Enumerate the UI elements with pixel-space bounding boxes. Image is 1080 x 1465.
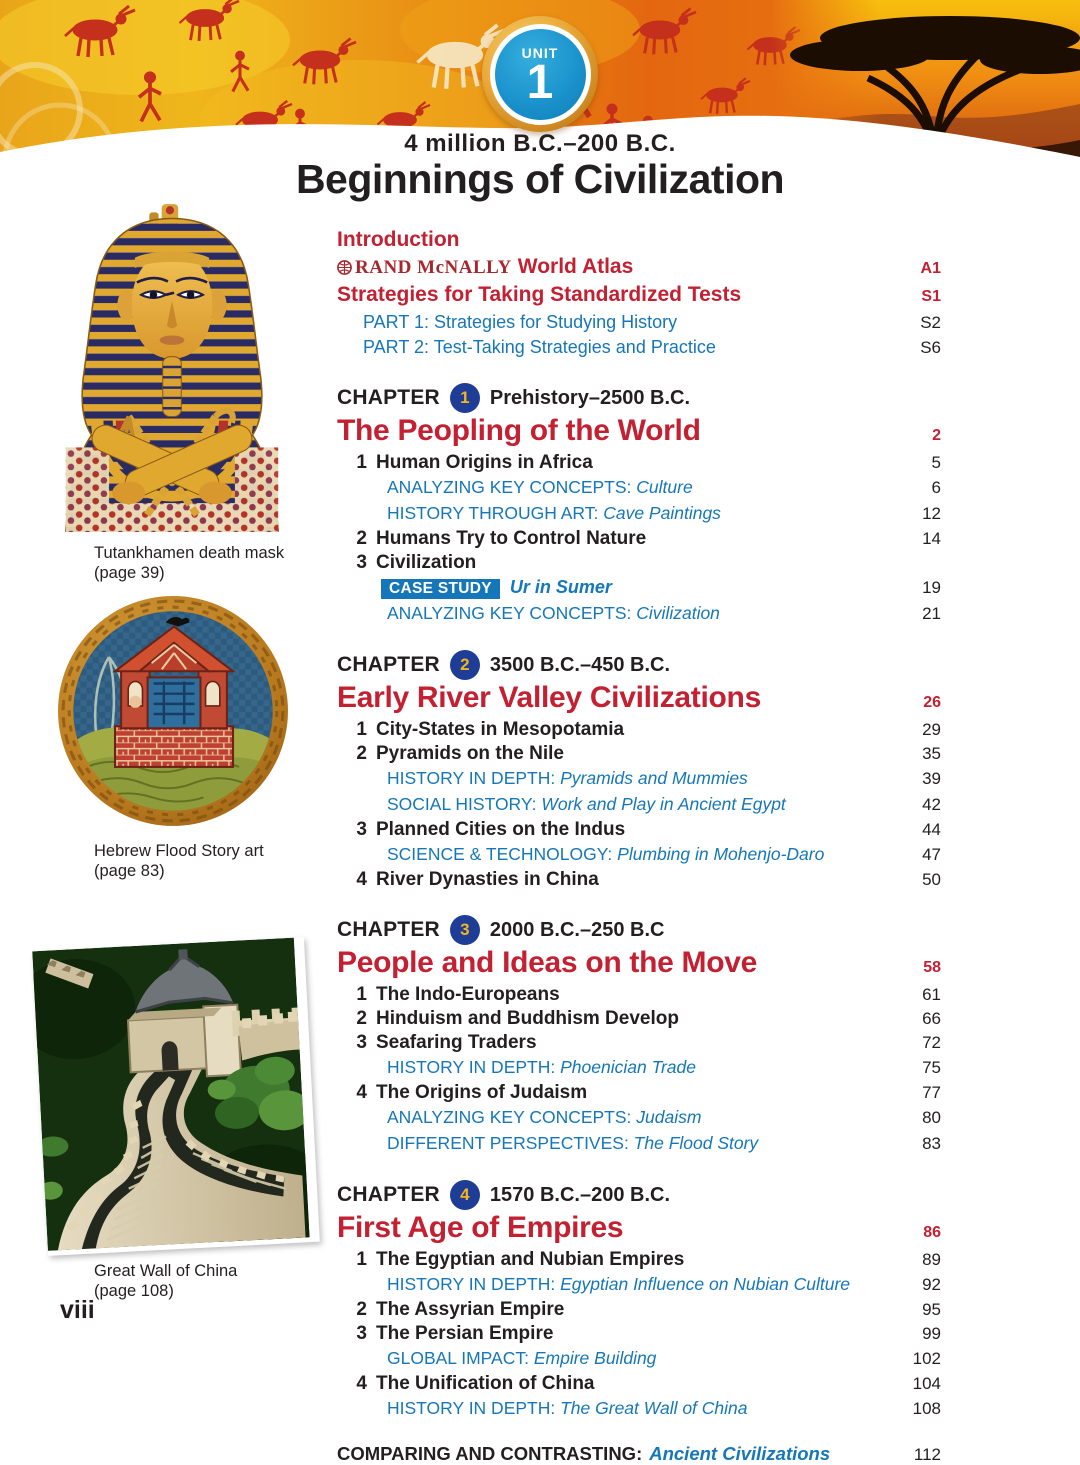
rand-mcnally-globe-icon — [337, 260, 352, 280]
chapter-heading — [337, 915, 941, 945]
chapter-title-row — [337, 1212, 941, 1244]
section-title: The Egyptian and Nubian Empires — [376, 1249, 685, 1270]
toc-feature-entry — [337, 767, 941, 791]
feature-label: HISTORY IN DEPTH: — [387, 1274, 561, 1294]
toc-page-number: 26 — [923, 694, 941, 711]
toc-case-study-text — [381, 576, 912, 600]
section-number: 1 — [356, 719, 367, 740]
feature-label: DIFFERENT PERSPECTIVES: — [387, 1133, 634, 1153]
toc-page-number: 112 — [913, 1445, 941, 1464]
toc-page-number: 92 — [922, 1275, 941, 1294]
section-title: Humans Try to Control Nature — [376, 528, 647, 549]
chapter-date-range: Prehistory–2500 B.C. — [489, 386, 691, 409]
toc — [337, 228, 941, 1465]
toc-feature-entry — [337, 1056, 941, 1080]
toc-section-entry — [337, 452, 941, 474]
figure-great-wall — [40, 944, 312, 1301]
section-number: 4 — [356, 1082, 367, 1103]
section-title: Pyramids on the Nile — [376, 743, 564, 764]
section-title: River Dynasties in China — [376, 869, 599, 890]
toc-feature-text — [387, 602, 912, 626]
toc-page-number: S2 — [920, 313, 941, 332]
toc-page-number: 14 — [922, 529, 941, 548]
toc-page-number: 83 — [922, 1134, 941, 1153]
toc-page-number: 12 — [922, 504, 941, 523]
toc-part-entry — [337, 311, 941, 334]
toc-atlas-text — [337, 255, 911, 280]
toc-feature-entry — [337, 1347, 941, 1371]
toc-page-number: 80 — [922, 1108, 941, 1127]
chapter-number-badge: 3 — [450, 915, 480, 945]
atlas-title: World Atlas — [517, 255, 634, 278]
toc-page-number: 108 — [912, 1399, 941, 1418]
chapter-title: People and Ideas on the Move — [337, 946, 758, 979]
page-number: viii — [60, 1296, 95, 1324]
toc-page-number: 47 — [922, 845, 941, 864]
feature-label: GLOBAL IMPACT: — [387, 1348, 534, 1368]
toc-page-number: 19 — [922, 578, 941, 597]
toc-page-number: 21 — [922, 604, 941, 623]
feature-label: HISTORY THROUGH ART: — [387, 503, 604, 523]
toc-section-text — [337, 552, 941, 574]
toc-section-text — [337, 528, 912, 550]
toc-page-number: 42 — [922, 795, 941, 814]
chapter-date-range: 2000 B.C.–250 B.C — [489, 918, 665, 941]
toc-page-number: 75 — [922, 1058, 941, 1077]
toc-page-number: A1 — [920, 260, 941, 277]
toc-page-number: 29 — [922, 720, 941, 739]
section-title: The Unification of China — [376, 1373, 595, 1394]
feature-label: SOCIAL HISTORY: — [387, 794, 542, 814]
toc-section-text — [337, 1373, 903, 1395]
section-number: 2 — [356, 1299, 367, 1320]
unit-title: Beginnings of Civilization — [295, 156, 785, 202]
unit-badge-ring — [490, 24, 591, 125]
toc-page-number: 58 — [923, 959, 941, 976]
figure-caption — [94, 1261, 312, 1301]
toc-feature-text — [387, 1273, 912, 1297]
toc-feature-entry — [337, 1106, 941, 1130]
toc-red-entry-text: Strategies for Taking Standardized Tests — [337, 283, 742, 306]
chapter-date-range: 3500 B.C.–450 B.C. — [489, 653, 671, 676]
toc-page-number: 77 — [922, 1083, 941, 1102]
toc-section-entry — [337, 1299, 941, 1321]
toc-section-text — [337, 869, 912, 891]
chapter-word: CHAPTER — [337, 653, 440, 676]
feature-label: HISTORY IN DEPTH: — [387, 768, 561, 788]
toc-case-study-entry — [337, 576, 941, 600]
toc-comparing-entry — [337, 1443, 941, 1465]
feature-label: ANALYZING KEY CONCEPTS: — [387, 477, 637, 497]
toc-section-entry — [337, 1373, 941, 1395]
figure-caption-page: (page 39) — [94, 564, 165, 583]
toc-feature-text — [387, 1056, 912, 1080]
toc-section-entry — [337, 984, 941, 1006]
section-title: Human Origins in Africa — [376, 452, 593, 473]
toc-page-number: 6 — [931, 478, 941, 497]
toc-page-number: 72 — [922, 1033, 941, 1052]
section-number: 2 — [356, 1008, 367, 1029]
toc-page-number: 35 — [922, 744, 941, 763]
toc-part-text: PART 2: Test-Taking Strategies and Practice — [363, 337, 716, 357]
feature-title: Work and Play in Ancient Egypt — [541, 794, 786, 814]
figure-caption-page: (page 108) — [94, 1282, 174, 1301]
feature-label: SCIENCE & TECHNOLOGY: — [387, 844, 618, 864]
toc-intro-heading: Introduction — [337, 228, 460, 251]
toc-page-number: 44 — [922, 820, 941, 839]
toc-part-entry — [337, 336, 941, 359]
toc-page-number: 102 — [912, 1349, 941, 1368]
unit-badge-core — [495, 29, 586, 120]
toc-section-entry — [337, 819, 941, 841]
toc-feature-text — [387, 1397, 903, 1421]
case-study-badge: CASE STUDY — [381, 579, 500, 599]
toc-section-text — [337, 819, 912, 841]
unit-label: UNIT — [521, 45, 559, 61]
comparing-label: COMPARING AND CONTRASTING: — [337, 1443, 643, 1464]
chapter-title: Early River Valley Civilizations — [337, 681, 761, 714]
tutankhamen-mask-image — [58, 202, 286, 532]
feature-title: Cave Paintings — [603, 503, 721, 523]
toc-page-number: 104 — [912, 1374, 941, 1393]
toc-page-number: 89 — [922, 1250, 941, 1269]
figure-caption-text: Tutankhamen death mask — [94, 544, 285, 562]
section-number: 4 — [356, 869, 367, 890]
chapter-date-range: 1570 B.C.–200 B.C. — [489, 1183, 671, 1206]
toc-atlas-entry — [337, 255, 941, 280]
section-number: 3 — [356, 1032, 367, 1053]
section-number: 4 — [356, 1373, 367, 1394]
rand-mcnally-brand: RAND McNALLY — [355, 257, 512, 278]
feature-label: ANALYZING KEY CONCEPTS: — [387, 1107, 637, 1127]
section-title: City-States in Mesopotamia — [376, 719, 625, 740]
toc-section-entry — [337, 719, 941, 741]
figure-caption-text: Hebrew Flood Story art — [94, 842, 264, 860]
toc-section-entry — [337, 1082, 941, 1104]
figure-caption-page: (page 83) — [94, 862, 165, 881]
toc-feature-text — [387, 1132, 912, 1156]
feature-title: Empire Building — [533, 1348, 657, 1368]
chapter-heading — [337, 1180, 941, 1210]
toc-section-entry — [337, 869, 941, 891]
toc-section-entry — [337, 1008, 941, 1030]
feature-title: Egyptian Influence on Nubian Culture — [560, 1274, 851, 1294]
toc-feature-text — [387, 476, 922, 500]
toc-page-number: 5 — [931, 453, 941, 472]
toc-red-entry — [337, 283, 941, 311]
toc-section-entry — [337, 743, 941, 765]
unit-badge — [482, 16, 598, 132]
section-number: 1 — [356, 984, 367, 1005]
section-title: The Origins of Judaism — [376, 1082, 588, 1103]
toc-section-text — [337, 984, 912, 1006]
section-title: The Indo-Europeans — [376, 984, 560, 1005]
feature-title: The Flood Story — [633, 1133, 759, 1153]
hebrew-flood-story-image — [56, 596, 290, 830]
figure-hebrew-flood-story — [56, 596, 290, 881]
chapter-word: CHAPTER — [337, 918, 440, 941]
chapter-title-row — [337, 682, 941, 714]
toc-page-number: 61 — [922, 985, 941, 1004]
chapter-heading — [337, 650, 941, 680]
toc-section-entry — [337, 1323, 941, 1345]
toc-page-number: 2 — [932, 427, 941, 444]
toc-feature-text — [387, 767, 912, 791]
chapter-word: CHAPTER — [337, 386, 440, 409]
toc-section-text — [337, 1082, 912, 1104]
toc-feature-text — [387, 502, 912, 526]
toc-section-entry — [337, 552, 941, 574]
figure-tutankhamen-mask — [58, 202, 286, 583]
toc-feature-entry — [337, 1397, 941, 1421]
great-wall-image — [32, 938, 309, 1251]
toc-section-entry — [337, 1249, 941, 1271]
toc-feature-entry — [337, 793, 941, 817]
toc-page-number: 99 — [922, 1324, 941, 1343]
section-number: 2 — [356, 528, 367, 549]
chapter-number-badge: 1 — [450, 383, 480, 413]
toc-section-entry — [337, 528, 941, 550]
toc-section-entry — [337, 1032, 941, 1054]
toc-section-text — [337, 743, 912, 765]
figure-caption — [94, 543, 286, 583]
toc-feature-entry — [337, 476, 941, 500]
chapter-title-row — [337, 415, 941, 447]
section-title: The Persian Empire — [376, 1323, 554, 1344]
section-title: Planned Cities on the Indus — [376, 819, 626, 840]
great-wall-photo — [32, 937, 320, 1256]
toc-comparing-text — [337, 1443, 904, 1465]
section-title: Hinduism and Buddhism Develop — [376, 1008, 679, 1029]
toc-section-text — [337, 719, 912, 741]
toc-feature-entry — [337, 602, 941, 626]
toc-feature-entry — [337, 502, 941, 526]
chapter-heading — [337, 383, 941, 413]
chapter-number-badge: 2 — [450, 650, 480, 680]
feature-label: HISTORY IN DEPTH: — [387, 1057, 561, 1077]
feature-title: The Great Wall of China — [560, 1398, 748, 1418]
toc-part-text: PART 1: Strategies for Studying History — [363, 312, 678, 332]
section-number: 1 — [356, 1249, 367, 1270]
toc-section-text — [337, 1008, 912, 1030]
chapter-word: CHAPTER — [337, 1183, 440, 1206]
toc-page-number: 86 — [923, 1224, 941, 1241]
figure-caption-text: Great Wall of China — [94, 1262, 238, 1280]
feature-title: Plumbing in Mohenjo-Daro — [617, 844, 825, 864]
toc-page-number: 66 — [922, 1009, 941, 1028]
toc-page-number: 95 — [922, 1300, 941, 1319]
case-study-title: Ur in Sumer — [509, 577, 612, 597]
section-number: 1 — [356, 452, 367, 473]
toc-page-number: S1 — [921, 288, 941, 305]
section-title: The Assyrian Empire — [376, 1299, 565, 1320]
feature-title: Judaism — [636, 1107, 702, 1127]
chapter-title-row — [337, 947, 941, 979]
toc-section-text — [337, 1299, 912, 1321]
section-title: Seafaring Traders — [376, 1032, 537, 1053]
toc-feature-text — [387, 1106, 912, 1130]
toc-feature-text — [387, 1347, 903, 1371]
feature-label: ANALYZING KEY CONCEPTS: — [387, 603, 637, 623]
section-number: 3 — [356, 552, 367, 573]
toc-feature-entry — [337, 1273, 941, 1297]
toc-section-text — [337, 1249, 912, 1271]
feature-title: Pyramids and Mummies — [560, 768, 748, 788]
toc-section-text — [337, 452, 922, 474]
comparing-title: Ancient Civilizations — [649, 1443, 831, 1464]
feature-title: Culture — [636, 477, 693, 497]
unit-date-range: 4 million B.C.–200 B.C. — [404, 130, 676, 157]
toc-section-text — [337, 1323, 912, 1345]
toc-page-number: S6 — [920, 338, 941, 357]
toc-section-text — [337, 1032, 912, 1054]
toc-feature-entry — [337, 1132, 941, 1156]
section-number: 2 — [356, 743, 367, 764]
toc-page-number: 39 — [922, 769, 941, 788]
feature-title: Phoenician Trade — [560, 1057, 696, 1077]
feature-title: Civilization — [636, 603, 720, 623]
toc-feature-entry — [337, 843, 941, 867]
chapter-number-badge: 4 — [450, 1180, 480, 1210]
section-number: 3 — [356, 819, 367, 840]
unit-number: 1 — [526, 56, 554, 109]
toc-page-number: 50 — [922, 870, 941, 889]
feature-label: HISTORY IN DEPTH: — [387, 1398, 561, 1418]
chapter-title: First Age of Empires — [337, 1211, 624, 1244]
section-number: 3 — [356, 1323, 367, 1344]
figure-caption — [94, 841, 290, 881]
section-title: Civilization — [376, 552, 477, 573]
toc-feature-text — [387, 843, 912, 867]
chapter-title: The Peopling of the World — [337, 414, 701, 447]
toc-feature-text — [387, 793, 912, 817]
